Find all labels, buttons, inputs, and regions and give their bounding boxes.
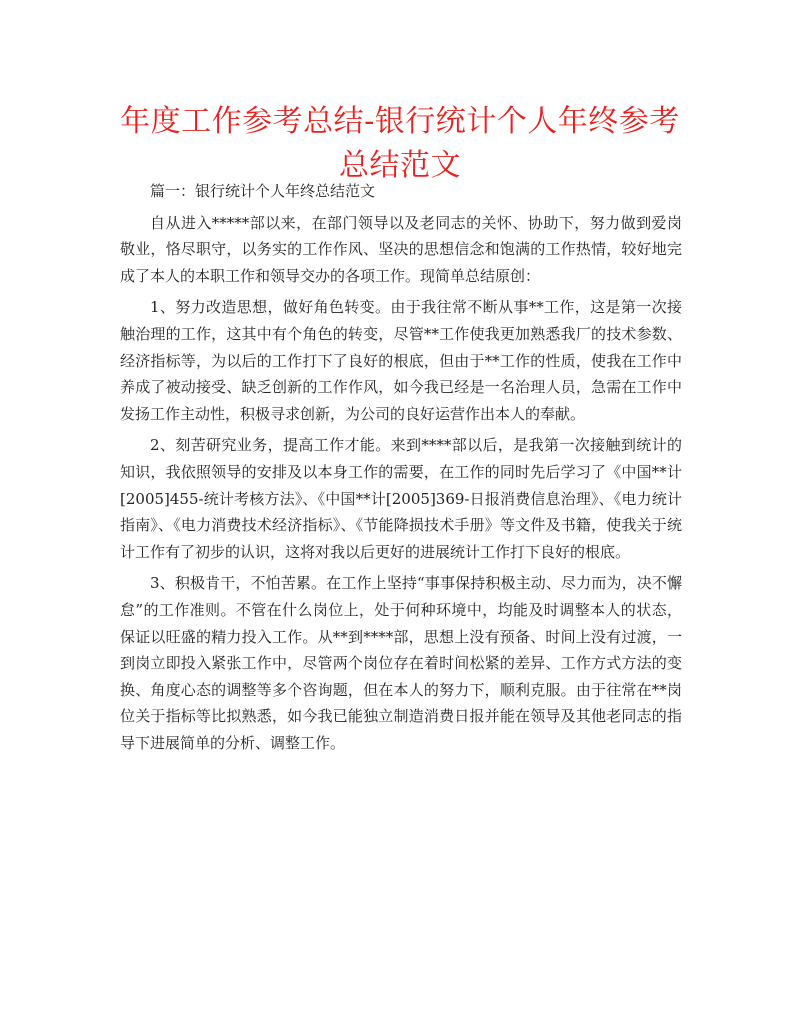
intro-paragraph: 自从进入*****部以来，在部门领导以及老同志的关怀、协助下，努力做到爱岗敬业，恪尽职守，以务实的工作作风、坚决的思想信念和饱满的工作热情，较好地完成了本人的本职工作和领导交办的各项工作。现简单总结原创： [120, 213, 682, 285]
document-title: 年度工作参考总结-银行统计个人年终参考总结范文 [120, 104, 680, 183]
paragraph-1-role-change: 1、努力改造思想，做好角色转变。由于我往常不断从事**工作，这是第一次接触治理的工作，这其中有个角色的转变，尽管**工作使我更加熟悉我厂的技术参数、经济指标等，为以后的工作打下了良好的根底，但由于**工作的性质，使我在工作中养成了被动接受、缺乏创新的工作作风，如今我已经是一名治理人员，急需在工作中发扬工作主动性，积极寻求创新，为公司的良好运营作出本人的奉献。 [120, 298, 682, 423]
paragraph-3-hard-work: 3、积极肯干，不怕苦累。在工作上坚持“事事保持积极主动、尽力而为，决不懈怠”的工作准则。不管在什么岗位上，处于何种环境中，均能及时调整本人的状态，保证以旺盛的精力投入工作。从**到****部，思想上没有预备、时间上没有过渡，一到岗立即投入紧张工作中，尽管两个岗位存在着时间松紧的差异、工作方式方法的变换、角度心态的调整等多个咨询题，但在本人的努力下，顺利克服。由于往常在**岗位关于指标等比拟熟悉，如今我已能独立制造消费日报并能在领导及其他老同志的指导下进展简单的分析、调整工作。 [120, 574, 682, 752]
section-heading: 篇一：银行统计个人年终总结范文 [150, 182, 376, 200]
paragraph-2-business-study: 2、刻苦研究业务，提高工作才能。来到****部以后，是我第一次接触到统计的知识，我依照领导的安排及以本身工作的需要，在工作的同时先后学习了《中国**计[2005]455-统计考核方法》、《中国**计[2005]369-日报消费信息治理》、《电力统计指南》、《电力消费技术经济指标》、《节能降损技术手册》等文件及书籍，使我关于统计工作有了初步的认识，这将对我以后更好的进展统计工作打下良好的根底。 [120, 436, 682, 561]
document-body [120, 178, 682, 761]
